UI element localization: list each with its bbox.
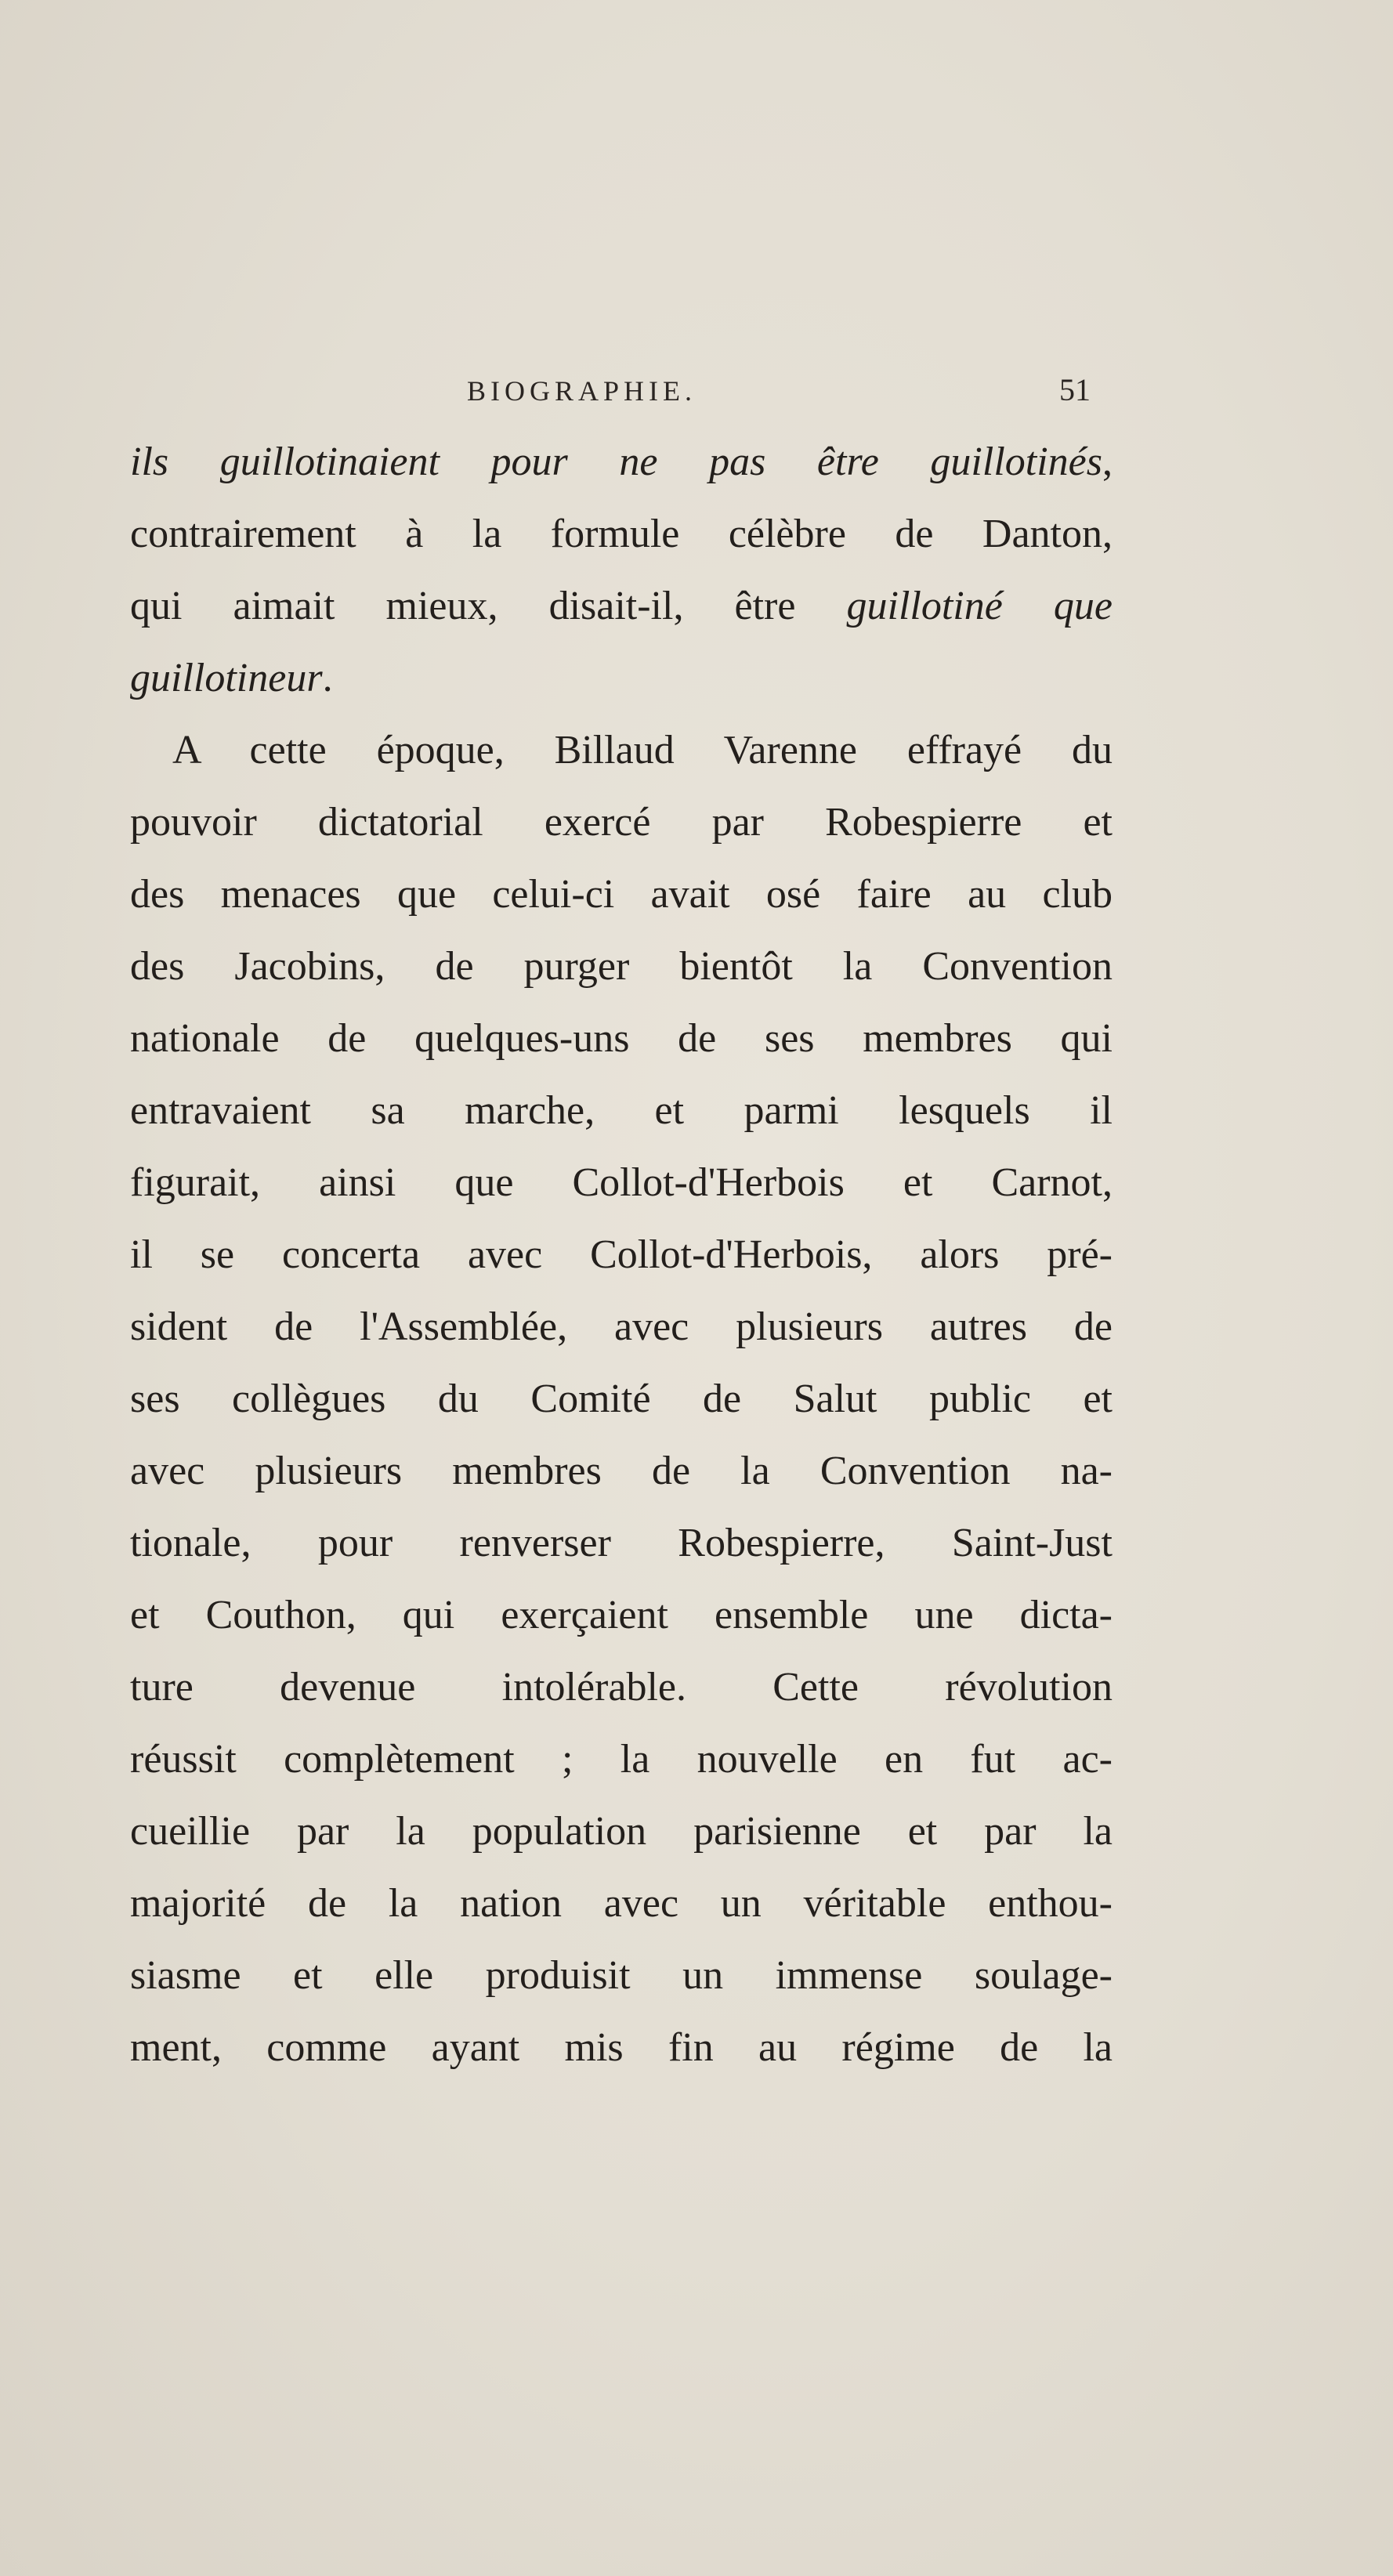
text-line-23: ment, comme ayant mis fin au régime de la: [130, 2025, 1113, 2070]
text-line-18: ture devenue intolérable. Cette révolution: [130, 1665, 1113, 1709]
text-line-17: et Couthon, qui exerçaient ensemble une dicta-: [130, 1593, 1113, 1637]
text-line-9: nationale de quelques-uns de ses membres qui: [130, 1016, 1113, 1061]
text-line-22: siasme et elle produisit un immense soulage-: [130, 1953, 1113, 1998]
text-line-5: A cette époque, Billaud Varenne effrayé du: [172, 728, 1113, 772]
text-line-1: ils guillotinaient pour ne pas être guillotinés,: [130, 440, 1113, 484]
text-line-3: qui aimait mieux, disait-il, être guillotiné que: [130, 584, 1113, 628]
italic-phrase: guillotiné que: [846, 584, 1113, 628]
text-line-14: ses collègues du Comité de Salut public et: [130, 1377, 1113, 1421]
text-line-6: pouvoir dictatorial exercé par Robespierre et: [130, 800, 1113, 845]
text-line-12: il se concerta avec Collot-d'Herbois, alors pré-: [130, 1232, 1113, 1277]
text-line-16: tionale, pour renverser Robespierre, Saint-Just: [130, 1521, 1113, 1565]
text-line-15: avec plusieurs membres de la Convention na-: [130, 1449, 1113, 1493]
text-line-13: sident de l'Assemblée, avec plusieurs autres de: [130, 1304, 1113, 1349]
text-line-8: des Jacobins, de purger bientôt la Convention: [130, 944, 1113, 989]
running-header: BIOGRAPHIE.: [467, 375, 697, 407]
text-line-19: réussit complètement ; la nouvelle en fut ac-: [130, 1737, 1113, 1782]
text-line-2: contrairement à la formule célèbre de Danton,: [130, 512, 1113, 556]
text-line-20: cueillie par la population parisienne et par la: [130, 1809, 1113, 1854]
text-line-11: figurait, ainsi que Collot-d'Herbois et Carnot,: [130, 1160, 1113, 1205]
text-line-7: des menaces que celui-ci avait osé faire au club: [130, 872, 1113, 917]
page-number: 51: [1059, 372, 1091, 407]
text-line-4: guillotineur.: [130, 656, 333, 700]
text-line-21: majorité de la nation avec un véritable enthou-: [130, 1881, 1113, 1926]
italic-phrase: ils guillotinaient pour ne pas être guillotinés: [130, 440, 1102, 484]
italic-phrase: guillotineur: [130, 656, 323, 700]
text-line-10: entravaient sa marche, et parmi lesquels il: [130, 1088, 1113, 1133]
